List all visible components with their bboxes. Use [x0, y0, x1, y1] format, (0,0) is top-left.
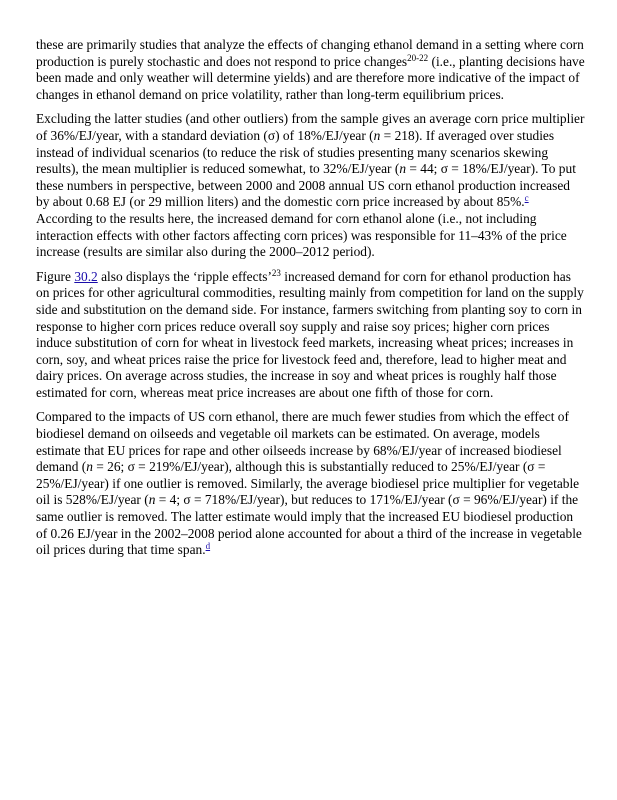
paragraph-2-text-b: = 218). If averaged over studies instead of individual scenarios (to reduce the risk of studies presenting many scenarios skewing results), the mean multiplier is reduced somewhat, to 32%/EJ/year (: [36, 127, 555, 177]
sample-size-n: n: [373, 127, 381, 143]
paragraph-3-text-c: increased demand for corn for ethanol production has on prices for other agricultural commodities, resulting mainly from competition for land on the supply side and substitution on the demand side. For instance, farmers switching from planting soy to corn in response to higher corn prices reduce overall soy supply and raise soy prices; higher corn prices induce substitution of corn for wheat in livestock feed markets, increasing wheat prices; increases in corn, soy, and wheat prices raise the price for livestock feed and, therefore, lead to higher meat and dairy prices. On average across studies, the increase in soy and wheat prices is roughly half those estimated for corn, whereas meat price increases are about one fifth of those for corn.: [36, 268, 584, 400]
paragraph-2-text-d: According to the results here, the increased demand for corn ethanol alone (i.e., not including interaction effects with other factors affecting corn prices) was responsible for 11–43% of the price increase (results are similar also during the 2000–2012 period).: [36, 210, 567, 260]
sample-size-n: n: [86, 459, 93, 475]
document-body: [36, 37, 586, 567]
paragraph-3-text-b: also displays the ‘ripple effects’: [97, 268, 272, 284]
citation-23: 23: [271, 267, 281, 278]
paragraph-1: [36, 37, 586, 103]
paragraph-3: [36, 269, 586, 402]
paragraph-2: [36, 111, 586, 260]
paragraph-4-text-a: Compared to the impacts of US corn ethanol, there are much fewer studies from which the effect of biodiesel demand on oilseeds and vegetable oil markets can be estimated. On average, models estimate that EU prices for rape and other oilseeds increase by 68%/EJ/year of increased biodiesel demand (: [36, 409, 569, 475]
citation-20-22: 20-22: [407, 52, 429, 63]
sample-size-n: n: [148, 492, 156, 508]
paragraph-4-text-b: = 26; σ = 219%/EJ/year), although this is substantially reduced to 25%/EJ/year (σ = 25%/EJ/year) if one outlier is removed. Similarly, the average biodiesel price multiplier for vegetable oil is 528%/EJ/year (: [36, 459, 580, 508]
figure-link-30-2[interactable]: 30.2: [74, 268, 98, 284]
paragraph-3-text-a: Figure: [36, 268, 75, 284]
footnote-link-c[interactable]: c: [524, 193, 529, 204]
paragraph-2-text-a: Excluding the latter studies (and other outliers) from the sample gives an average corn price multiplier of 36%/EJ/year, with a standard deviation (σ) of 18%/EJ/year (: [36, 111, 585, 143]
paragraph-1-text-a: these are primarily studies that analyze the effects of changing ethanol demand in a setting where corn production is purely stochastic and does not respond to price changes: [36, 37, 584, 69]
paragraph-1-text-b: (i.e., planting decisions have been made and only weather will determine yields) and are therefore more indicative of the impact of changes in ethanol demand on price volatility, rather than long-term equilibrium prices.: [36, 53, 585, 102]
paragraph-2-text-c: = 44; σ = 18%/EJ/year). To put these numbers in perspective, between 2000 and 2008 annual US corn ethanol production increased by about 0.68 EJ (or 29 million liters) and the domestic corn price increased by about 85%.: [36, 161, 576, 210]
paragraph-4-text-c: = 4; σ = 718%/EJ/year), but reduces to 171%/EJ/year (σ = 96%/EJ/year) if the same outlier is removed. The latter estimate would imply that the increased EU biodiesel production of 0.26 EJ/year in the 2002–2008 period alone accounted for about a third of the increase in vegetable oil prices during that time span.: [36, 492, 582, 558]
sample-size-n: n: [399, 161, 407, 177]
footnote-link-d[interactable]: d: [205, 541, 211, 552]
paragraph-4: [36, 409, 586, 558]
